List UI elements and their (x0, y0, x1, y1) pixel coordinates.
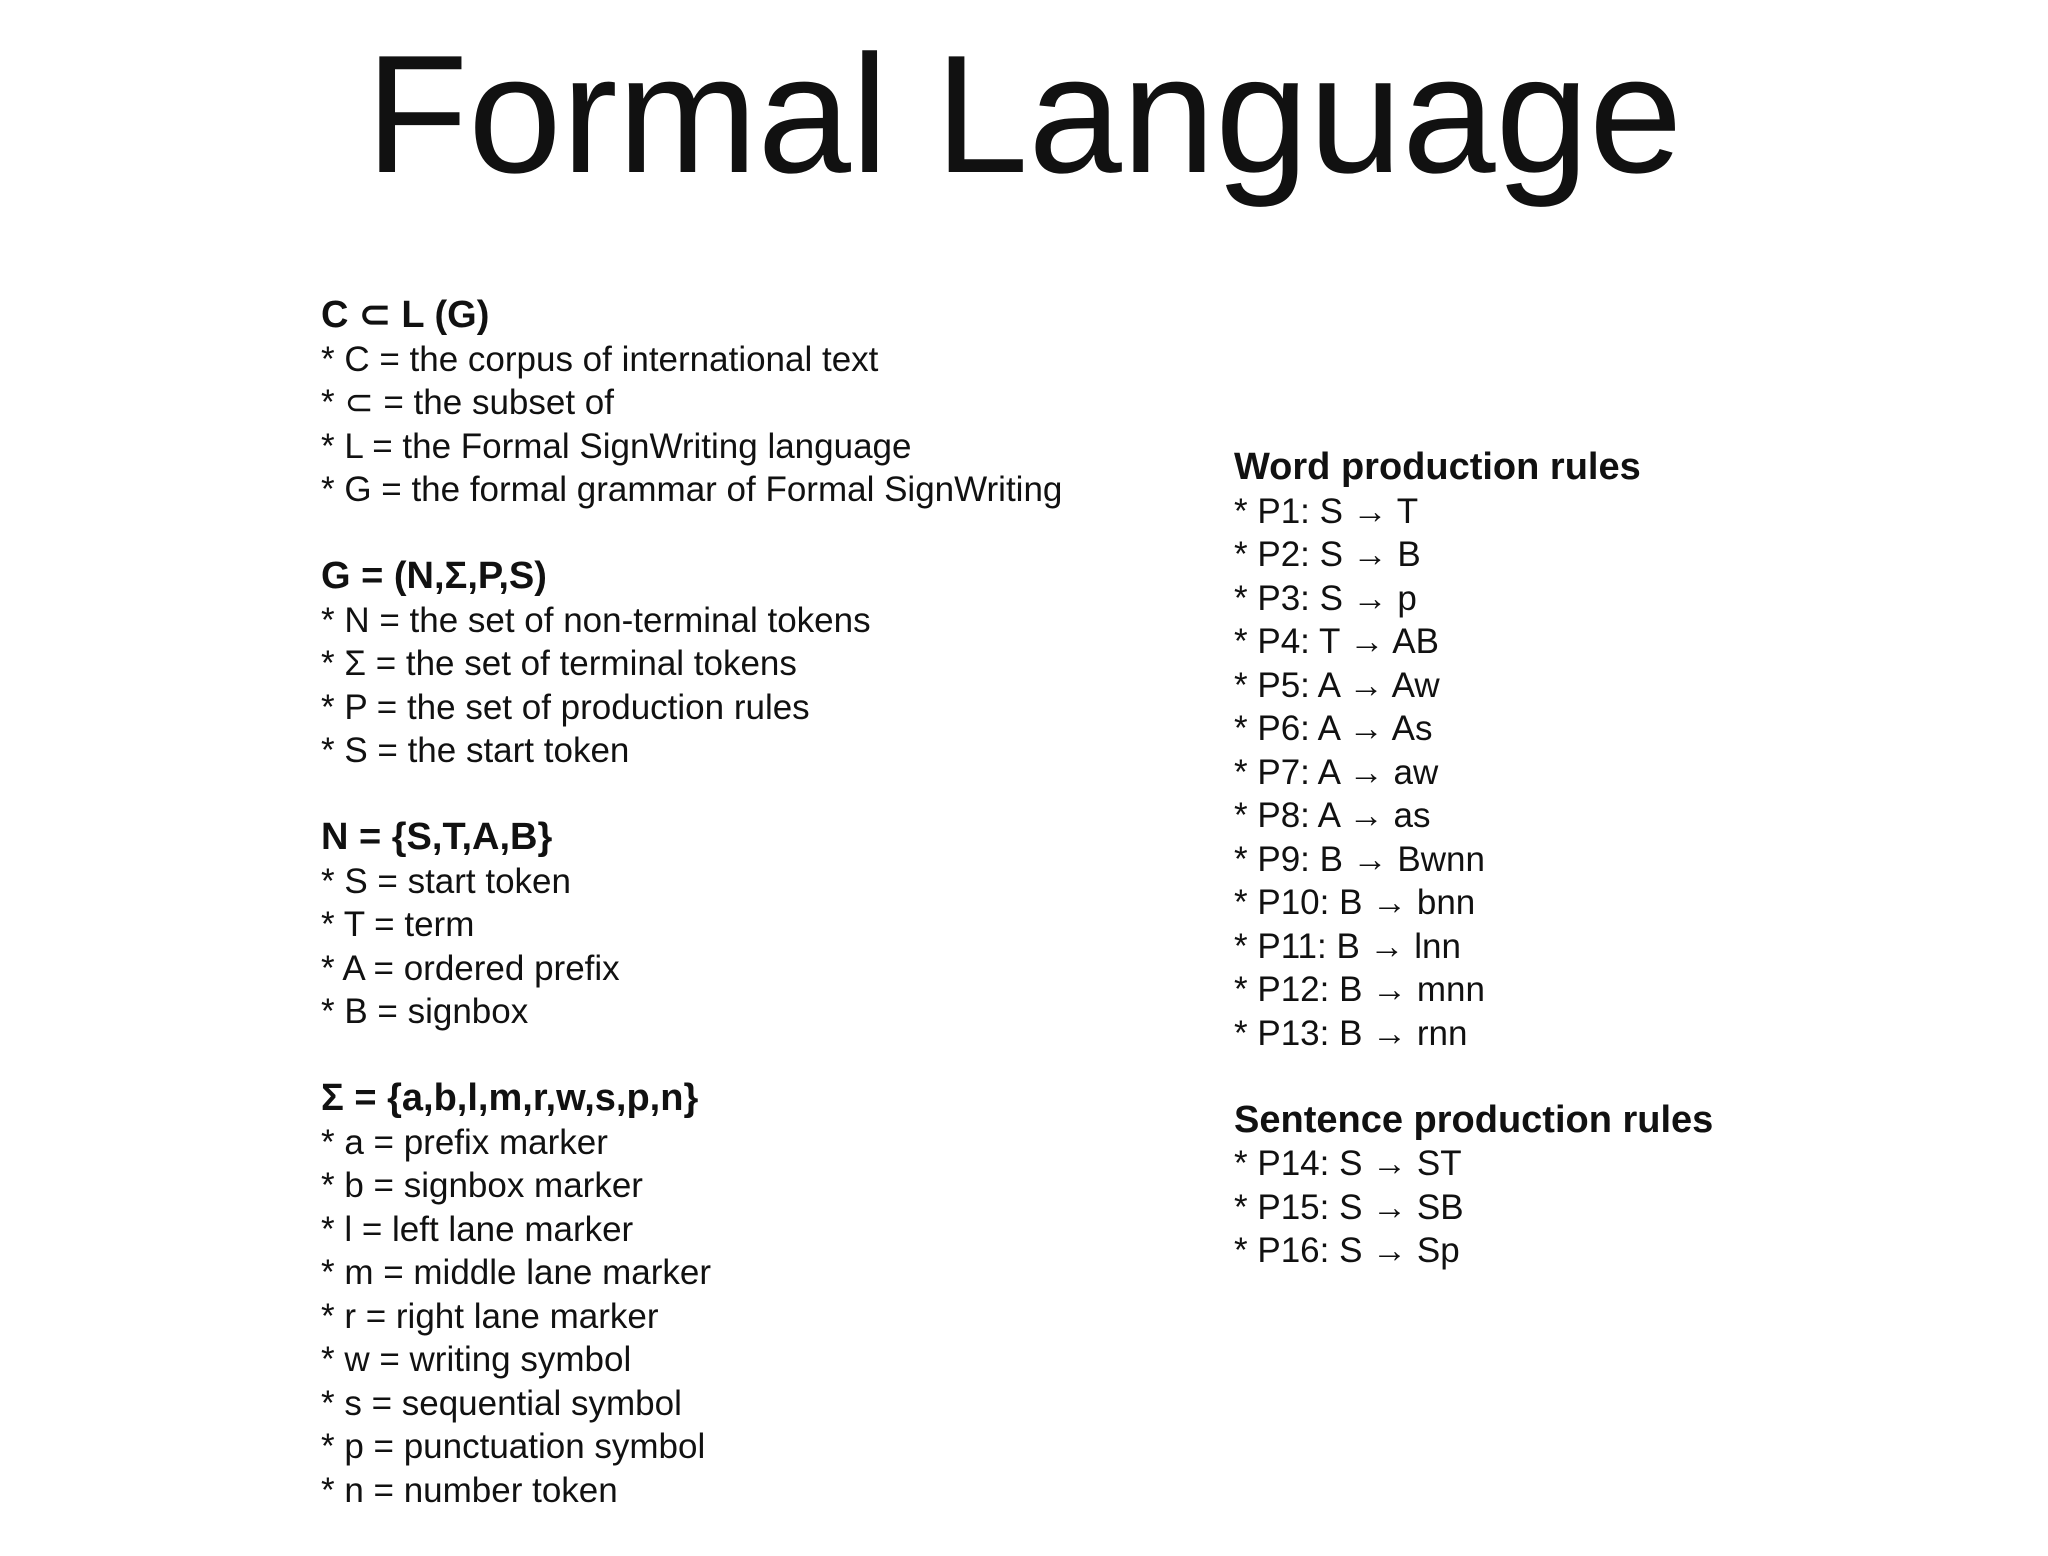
list-item: * s = sequential symbol (321, 1383, 682, 1423)
section (321, 1077, 1141, 1512)
list-item: * w = writing symbol (321, 1340, 632, 1379)
section (321, 816, 1141, 1034)
section-heading: N = {S,T,A,B} (321, 816, 553, 858)
definition-list (321, 338, 1141, 512)
list-item: * b = signbox marker (321, 1166, 643, 1205)
list-item: * P1: S → T (1234, 491, 1419, 531)
definition-list (321, 860, 1141, 1034)
section (1234, 446, 2014, 1055)
list-item: * P7: A → aw (1234, 752, 1439, 792)
right-column (1234, 446, 2014, 1316)
list-item: * n = number token (321, 1470, 618, 1510)
section-heading: Word production rules (1234, 446, 1641, 488)
section (321, 555, 1141, 773)
list-item: * P14: S → ST (1234, 1144, 1462, 1183)
section (321, 294, 1141, 512)
list-item: * C = the corpus of international text (321, 339, 879, 379)
list-item: * P15: S → SB (1234, 1187, 1464, 1227)
section-heading: Sentence production rules (1234, 1098, 1714, 1141)
section-heading: Σ = {a,b,l,m,r,w,s,p,n} (321, 1077, 699, 1119)
list-item: * l = left lane marker (321, 1209, 634, 1249)
section-heading: G = (N,Σ,P,S) (321, 555, 547, 597)
list-item: * L = the Formal SignWriting language (321, 426, 912, 466)
list-item: * a = prefix marker (321, 1122, 608, 1162)
list-item: * P3: S → p (1234, 578, 1417, 618)
left-column (321, 294, 1141, 1556)
list-item: * r = right lane marker (321, 1296, 659, 1336)
list-item: * P16: S → Sp (1234, 1231, 1460, 1270)
section-heading: C ⊂ L (G) (321, 294, 490, 336)
definition-list (1234, 1142, 2014, 1273)
list-item: * ⊂ = the subset of (321, 383, 614, 422)
definition-list (1234, 490, 2014, 1056)
list-item: * S = the start token (321, 731, 630, 770)
list-item: * S = start token (321, 861, 571, 901)
list-item: * P11: B → lnn (1234, 926, 1461, 966)
list-item: * P6: A → As (1234, 709, 1433, 748)
list-item: * m = middle lane marker (321, 1253, 712, 1292)
list-item: * N = the set of non-terminal tokens (321, 600, 871, 640)
list-item: * T = term (321, 905, 475, 944)
list-item: * G = the formal grammar of Formal SignWriting (321, 470, 1063, 509)
list-item: * P = the set of production rules (321, 687, 810, 727)
list-item: * P5: A → Aw (1234, 665, 1440, 705)
list-item: * P2: S → B (1234, 535, 1421, 574)
list-item: * P13: B → rnn (1234, 1013, 1468, 1053)
list-item: * p = punctuation symbol (321, 1427, 706, 1466)
list-item: * B = signbox (321, 992, 529, 1031)
definition-list (321, 1121, 1141, 1513)
list-item: * A = ordered prefix (321, 948, 620, 988)
list-item: * P10: B → bnn (1234, 883, 1476, 922)
list-item: * P8: A → as (1234, 796, 1431, 835)
section (1234, 1099, 2014, 1273)
list-item: * P12: B → mnn (1234, 970, 1485, 1009)
list-item: * Σ = the set of terminal tokens (321, 644, 797, 683)
list-item: * P4: T → AB (1234, 622, 1439, 661)
slide-title: Formal Language (365, 20, 1683, 208)
list-item: * P9: B → Bwnn (1234, 839, 1485, 879)
definition-list (321, 599, 1141, 773)
